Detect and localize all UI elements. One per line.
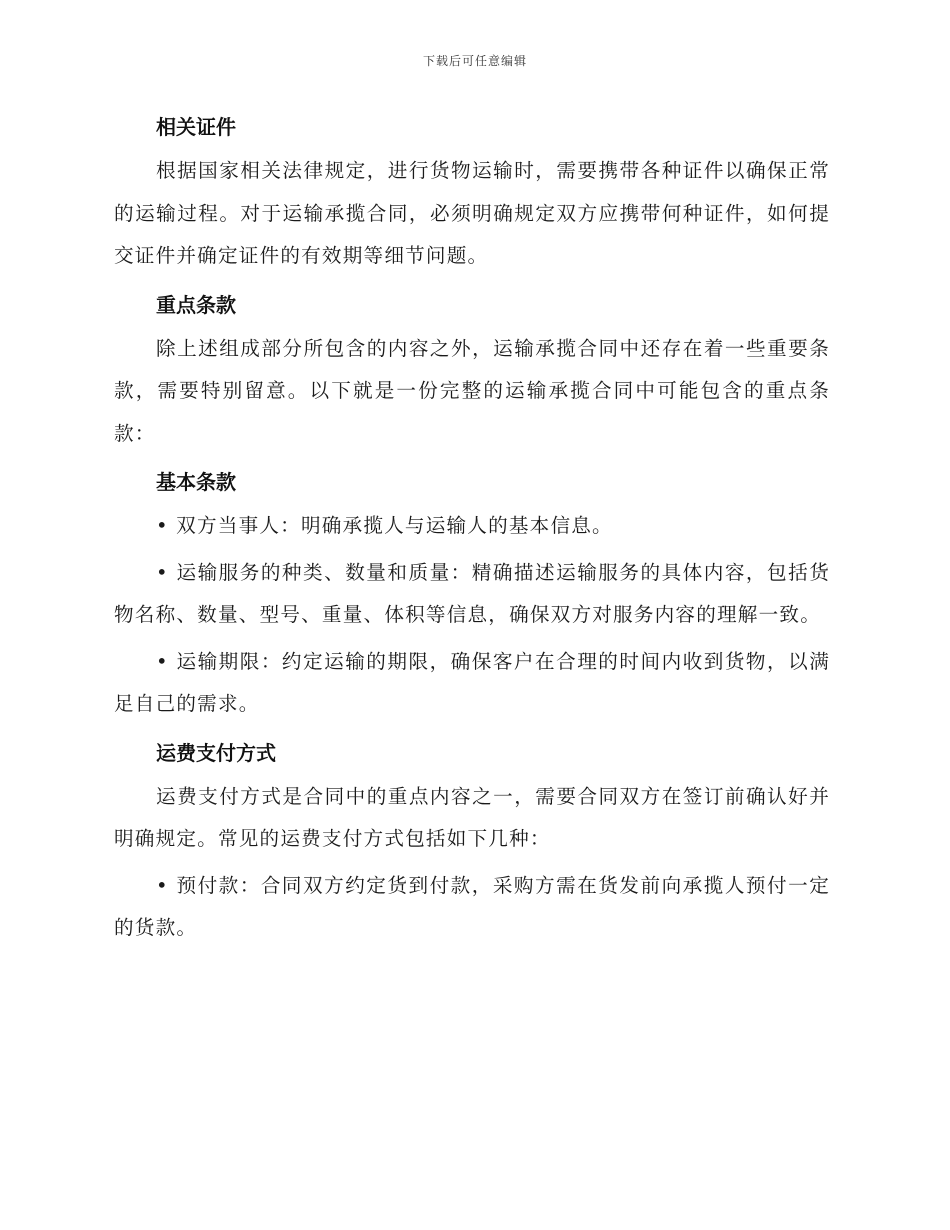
page-header: 下载后可任意编辑 (422, 54, 527, 68)
paragraph: 根据国家相关法律规定，进行货物运输时，需要携带各种证件以确保正常的运输过程。对于运输承揽合同，必须明确规定双方应携带何种证件，如何提交证件并确定证件的有效期等细节问题。 (114, 159, 830, 267)
section-heading: 运费支付方式 (156, 740, 276, 765)
bullet-paragraph: • 运输服务的种类、数量和质量：精确描述运输服务的具体内容，包括货物名称、数量、型号、重量、体积等信息，确保双方对服务内容的理解一致。 (114, 560, 830, 626)
section-heading: 基本条款 (156, 470, 236, 494)
paragraph: 运费支付方式是合同中的重点内容之一，需要合同双方在签订前确认好并明确规定。常见的运费支付方式包括如下几种： (114, 784, 830, 850)
section-heading: 相关证件 (156, 115, 236, 139)
paragraph: 除上述组成部分所包含的内容之外，运输承揽合同中还存在着一些重要条款，需要特别留意。以下就是一份完整的运输承揽合同中可能包含的重点条款： (114, 336, 830, 445)
bullet-paragraph: • 运输期限：约定运输的期限，确保客户在合理的时间内收到货物，以满足自己的需求。 (114, 649, 830, 715)
bullet-paragraph: • 双方当事人：明确承揽人与运输人的基本信息。 (156, 514, 613, 537)
section-heading: 重点条款 (156, 292, 236, 317)
bullet-paragraph: • 预付款：合同双方约定货到付款，采购方需在货发前向承揽人预付一定的货款。 (114, 873, 830, 939)
document-body (114, 104, 830, 954)
